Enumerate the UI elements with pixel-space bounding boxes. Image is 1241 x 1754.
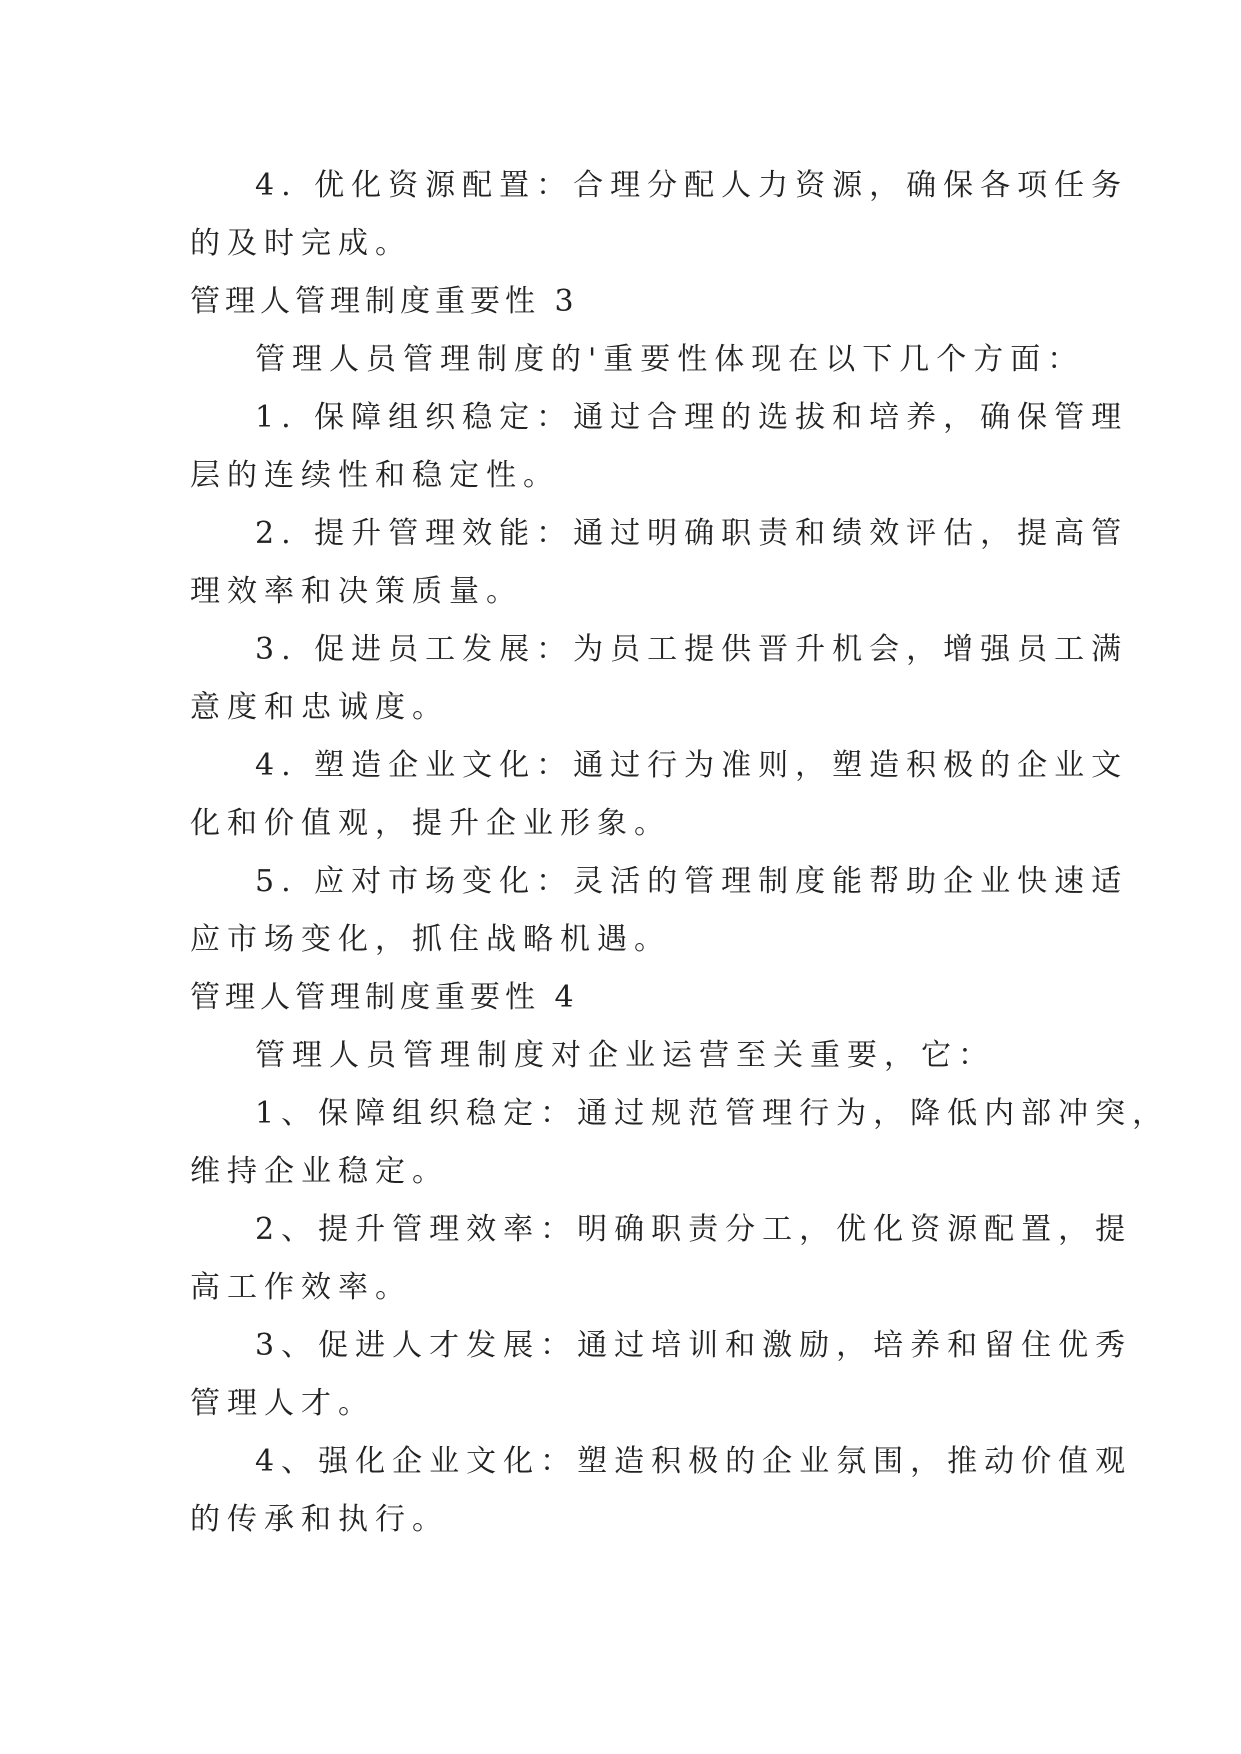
paragraph-line: 高工作效率。 [190, 1270, 412, 1305]
section-heading: 管理人管理制度重要性 4 [190, 980, 579, 1015]
paragraph-line: 1. 保障组织稳定：通过合理的选拔和培养，确保管理 [255, 400, 1129, 435]
paragraph-line: 2、提升管理效率：明确职责分工，优化资源配置，提 [255, 1212, 1133, 1247]
paragraph-line: 1、保障组织稳定：通过规范管理行为，降低内部冲突， [255, 1096, 1170, 1131]
paragraph-line: 3. 促进员工发展：为员工提供晋升机会，增强员工满 [255, 632, 1129, 667]
paragraph-line: 管理人才。 [190, 1386, 375, 1421]
paragraph-line: 维持企业稳定。 [190, 1154, 449, 1189]
paragraph-line: 5. 应对市场变化：灵活的管理制度能帮助企业快速适 [255, 864, 1129, 899]
paragraph-line: 4. 优化资源配置：合理分配人力资源，确保各项任务 [255, 168, 1129, 203]
section-heading: 管理人管理制度重要性 3 [190, 284, 579, 319]
paragraph-line: 意度和忠诚度。 [190, 690, 449, 725]
paragraph-line: 化和价值观，提升企业形象。 [190, 806, 671, 841]
paragraph-line: 应市场变化，抓住战略机遇。 [190, 922, 671, 957]
paragraph-line: 4、强化企业文化：塑造积极的企业氛围，推动价值观 [255, 1444, 1133, 1479]
paragraph-line: 理效率和决策质量。 [190, 574, 523, 609]
paragraph-line: 层的连续性和稳定性。 [190, 458, 560, 493]
paragraph-line: 的及时完成。 [190, 226, 412, 261]
paragraph-line: 的传承和执行。 [190, 1502, 449, 1537]
paragraph-line: 2. 提升管理效能：通过明确职责和绩效评估，提高管 [255, 516, 1129, 551]
paragraph-line: 3、促进人才发展：通过培训和激励，培养和留住优秀 [255, 1328, 1133, 1363]
paragraph-line: 4. 塑造企业文化：通过行为准则，塑造积极的企业文 [255, 748, 1129, 783]
paragraph-line: 管理人员管理制度对企业运营至关重要，它： [255, 1038, 995, 1073]
paragraph-line: 管理人员管理制度的'重要性体现在以下几个方面： [255, 342, 1085, 377]
